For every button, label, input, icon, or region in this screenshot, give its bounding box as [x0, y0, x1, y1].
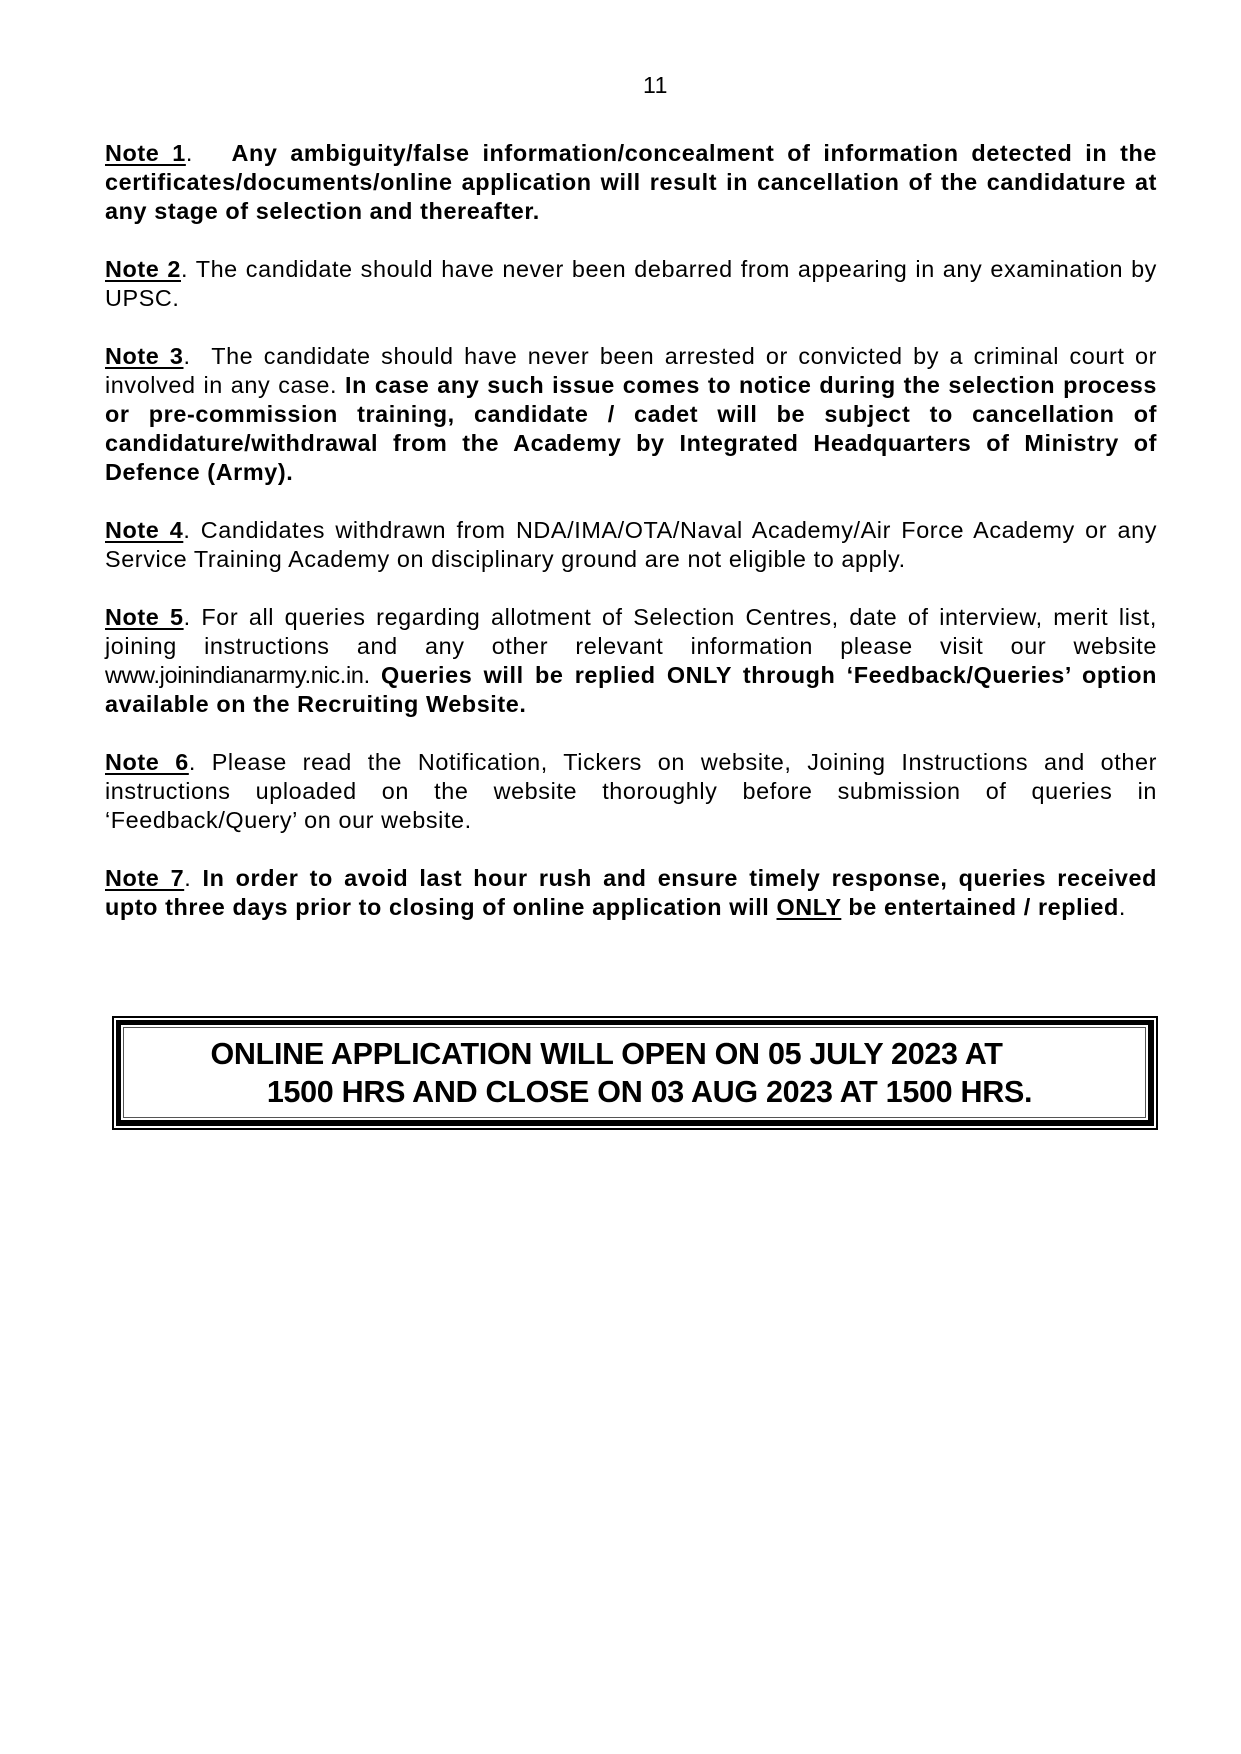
announcement-border	[116, 1020, 1154, 1126]
note-bold-text-end: be entertained / replied	[841, 894, 1119, 920]
note-separator: .	[183, 343, 212, 369]
note-bold-text: Any ambiguity/false information/concealment of information detected in the certificates/documents/online application will result in cancellation of the candidature at any stage of selection and thereafter.	[105, 140, 1157, 224]
page-number: 11	[643, 72, 668, 98]
website-link[interactable]: www.joinindianarmy.nic.in.	[105, 662, 370, 688]
note-label: Note 7	[105, 865, 185, 891]
note-separator: .	[181, 256, 196, 282]
note-separator: .	[183, 517, 201, 543]
note-separator: .	[185, 140, 232, 166]
note-bold-text: In order to avoid last hour rush and ensure timely response, queries received upto three days prior to closing of online application will	[105, 865, 1157, 920]
note-label: Note 6	[105, 749, 189, 775]
note-3	[105, 342, 1157, 487]
note-text: Candidates withdrawn from NDA/IMA/OTA/Naval Academy/Air Force Academy or any Service Training Academy on disciplinary ground are not eligible to apply.	[105, 517, 1157, 572]
note-6	[105, 748, 1157, 835]
note-tail: .	[1118, 894, 1126, 920]
note-text: The candidate should have never been debarred from appearing in any examination by UPSC.	[105, 256, 1157, 311]
note-5	[105, 603, 1157, 719]
note-bold-text: In case any such issue comes to notice during the selection process or pre-commission training, candidate / cadet will be subject to cancellation of candidature/withdrawal from the Academy by Integrated Headquarters of Ministry of Defence (Army).	[105, 372, 1157, 485]
note-label: Note 3	[105, 343, 184, 369]
note-separator: .	[183, 604, 202, 630]
announcement-box	[112, 1016, 1158, 1130]
note-2	[105, 255, 1157, 313]
note-separator: .	[184, 865, 203, 891]
note-text: Please read the Notification, Tickers on website, Joining Instructions and other instructions uploaded on the website thoroughly before submission of queries in ‘Feedback/Query’ on our website.	[105, 749, 1157, 833]
note-label: Note 5	[105, 604, 184, 630]
note-label: Note 1	[105, 140, 186, 166]
announcement-line-1: ONLINE APPLICATION WILL OPEN ON 05 JULY 2023 AT	[210, 1036, 1003, 1071]
note-separator: .	[188, 749, 212, 775]
note-bold-underlined: ONLY	[776, 894, 842, 920]
note-text: The candidate should have never been arrested or convicted by a criminal court or involved in any case.	[105, 343, 1157, 398]
note-7	[105, 864, 1157, 922]
note-text: For all queries regarding allotment of Selection Centres, date of interview, merit list, joining instructions and any other relevant information please visit our website	[105, 604, 1157, 659]
note-bold-text: Queries will be replied ONLY through ‘Feedback/Queries’ option available on the Recruiting Website.	[105, 662, 1157, 717]
note-1	[105, 139, 1157, 226]
note-label: Note 2	[105, 256, 181, 282]
note-4	[105, 516, 1157, 574]
announcement-line-2: 1500 HRS AND CLOSE ON 03 AUG 2023 AT 1500 HRS.	[266, 1074, 1033, 1109]
notes-section	[105, 139, 1157, 951]
announcement-content	[123, 1027, 1146, 1118]
note-label: Note 4	[105, 517, 184, 543]
